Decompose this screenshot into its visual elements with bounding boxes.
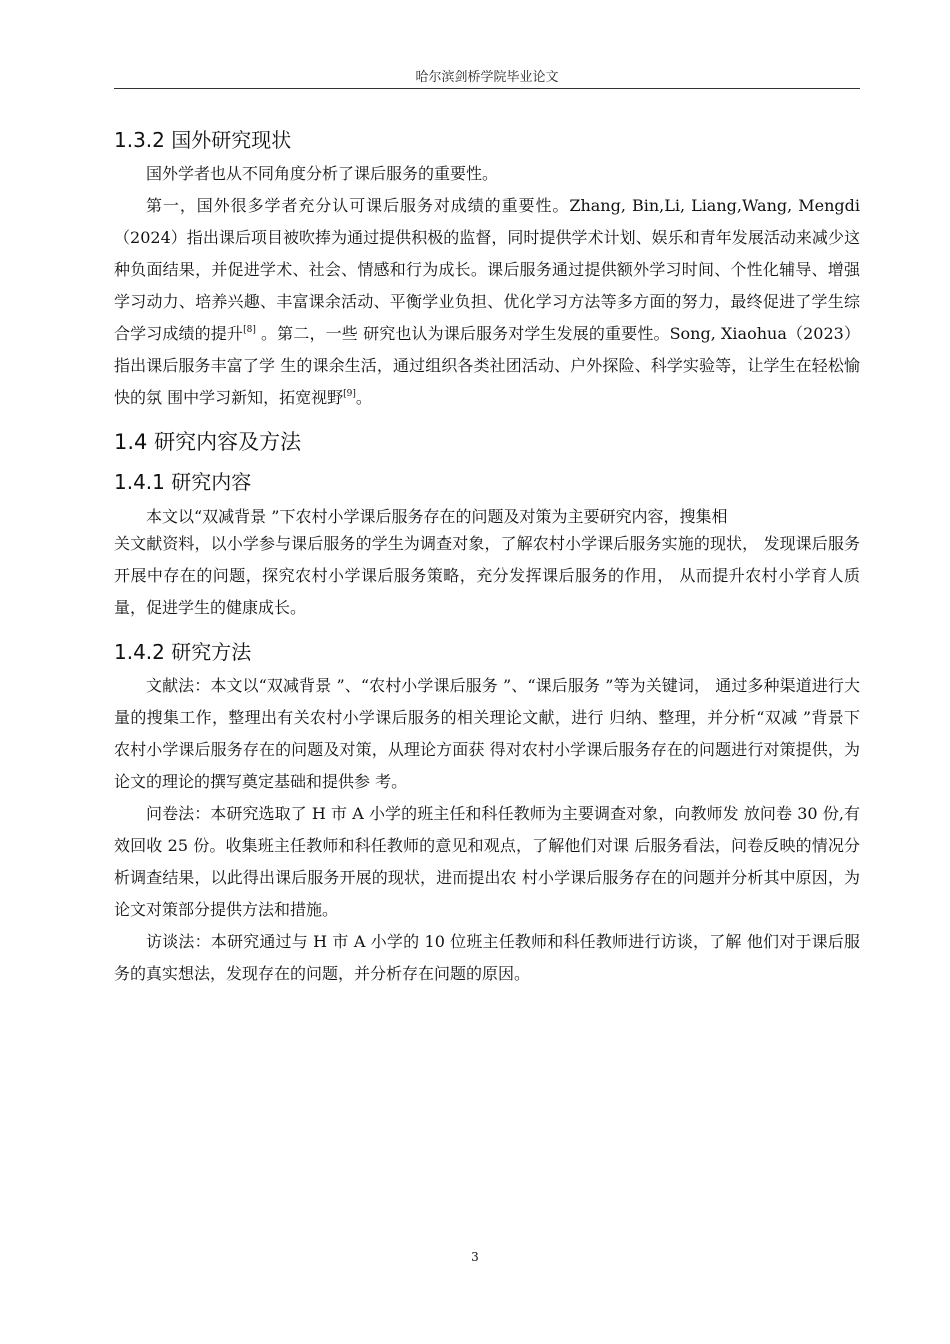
spacer: [114, 624, 860, 634]
citation-ref: [8]: [243, 325, 256, 335]
header-rule: [114, 88, 860, 89]
paragraph: 国外学者也从不同角度分析了课后服务的重要性。: [146, 164, 499, 183]
paragraph: 文献法：本文以“双减背景 ”、“农村小学课后服务 ”、“课后服务 ”等为关键词， 通过多种渠道进行大量的搜集工作，整理出有关农村小学课后服务的相关理论文献，进行 归纳、整理，并分析“双减 ”背景下农村小学课后服务存在的问题及对策，从理论方面获 得对农村小学课后服务存在的问题进行对策提供，为论文的理论的撰写奠定基础和提供参 考。: [114, 676, 860, 791]
page-number: 3: [471, 1250, 479, 1264]
running-header: 哈尔滨剑桥学院毕业论文: [415, 70, 559, 85]
page-body: [114, 122, 860, 990]
section-heading-1-4-1: 1.4.1 研究内容: [114, 470, 252, 494]
section-heading-1-4: 1.4 研究内容及方法: [114, 430, 302, 454]
paragraph-text: 。第二，一些 研究也认为课后服务对学生发展的重要性。Song, Xiaohua（2023）指出课后服务丰富了学 生的课余生活，通过组织各类社团活动、户外探险、科学实验等，让学生在轻松愉快的氛 围中学习新知，拓宽视野: [114, 324, 860, 407]
citation-ref: [9]: [343, 389, 356, 399]
paragraph: 问卷法：本研究选取了 H 市 A 小学的班主任和科任教师为主要调查对象，向教师发 放问卷 30 份,有效回收 25 份。收集班主任教师和科任教师的意见和观点，了解他们对课 后服务看法，问卷反映的情况分析调查结果，以此得出课后服务开展的现状，进而提出农 村小学课后服务存在的问题并分析其中原因，为论文对策部分提供方法和措施。: [114, 804, 860, 919]
paragraph: 本文以“双减背景 ”下农村小学课后服务存在的问题及对策为主要研究内容，搜集相: [146, 507, 728, 526]
paragraph: 关文献资料，以小学参与课后服务的学生为调查对象，了解农村小学课后服务实施的现状， 发现课后服务开展中存在的问题，探究农村小学课后服务策略，充分发挥课后服务的作用， 从而提升农村小学育人质量，促进学生的健康成长。: [114, 534, 860, 617]
paragraph-text: 。: [355, 388, 372, 407]
section-heading-1-4-2: 1.4.2 研究方法: [114, 640, 252, 664]
section-heading-1-3-2: 1.3.2 国外研究现状: [114, 128, 292, 152]
paragraph: [114, 190, 860, 414]
paragraph: 访谈法：本研究通过与 H 市 A 小学的 10 位班主任教师和科任教师进行访谈，了解 他们对于课后服务的真实想法，发现存在的问题，并分析存在问题的原因。: [114, 932, 860, 983]
paragraph-text: 第一，国外很多学者充分认可课后服务对成绩的重要性。Zhang, Bin,Li, Liang,Wang, Mengdi（2024）指出课后项目被吹捧为通过提供积极的监督，同时提供学术计划、娱乐和青年发展活动来减少这种负面结果，并促进学术、社会、情感和行为成长。课后服务通过提供额外学习时间、个性化辅导、增强学习动力、培养兴趣、丰富课余活动、平衡学业负担、优化学习方法等多方面的努力，最终促进了学生综合学习成绩的提升: [114, 196, 860, 343]
